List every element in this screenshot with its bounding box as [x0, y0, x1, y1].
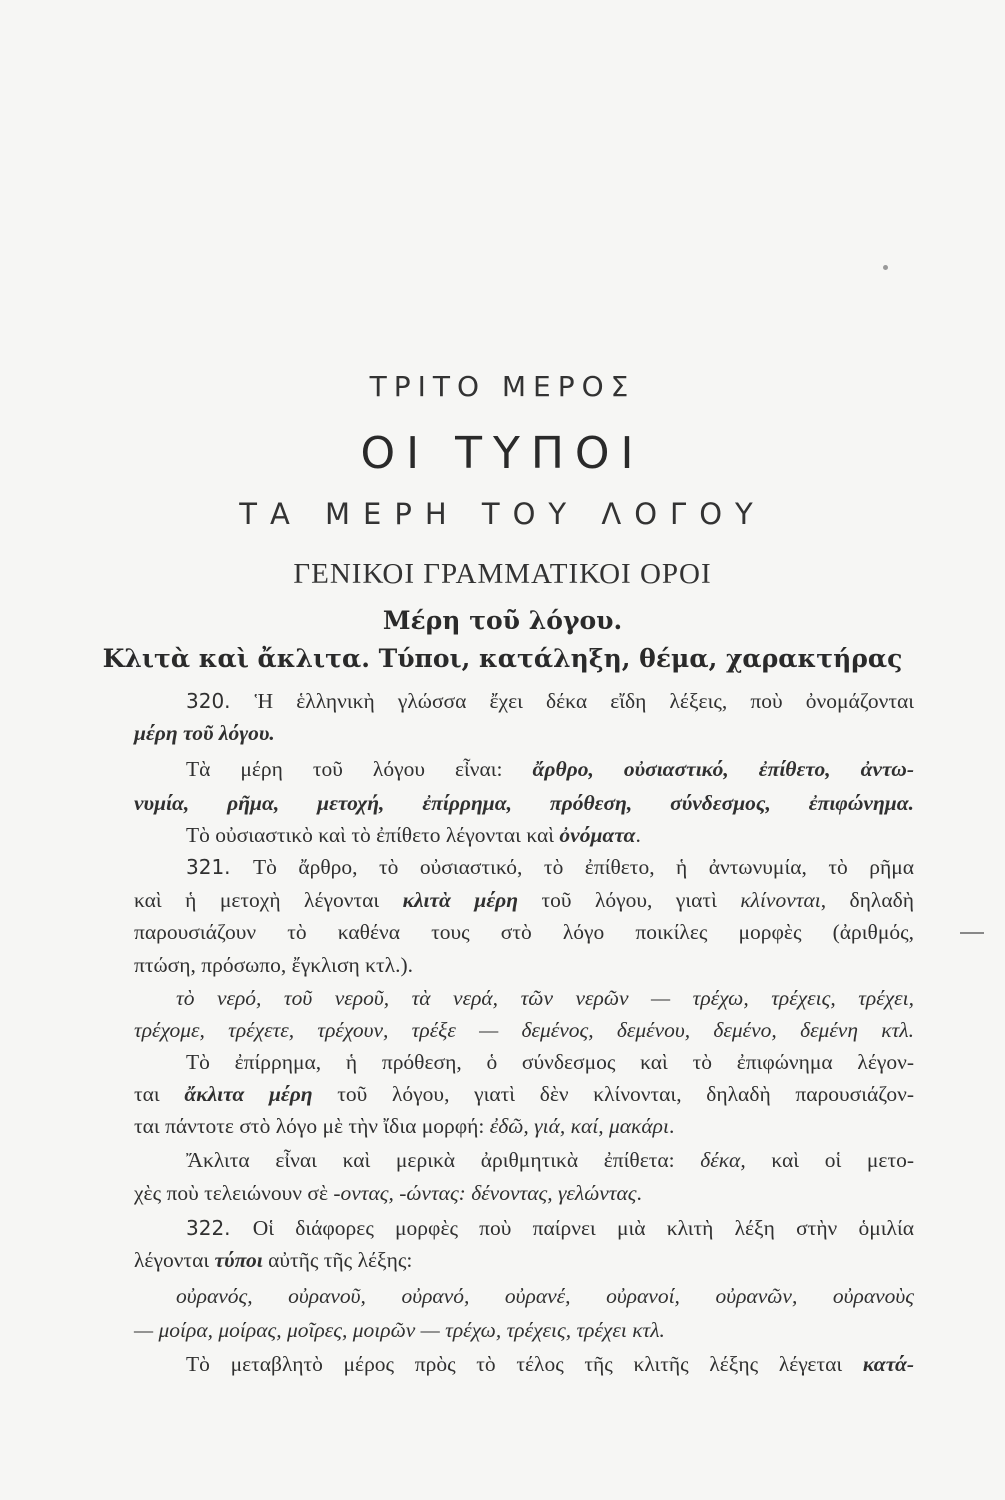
term: ἄρθρο, οὐσιαστικό, ἐπίθετο, ἀντω- [532, 757, 914, 781]
paragraph-number: 321. [186, 855, 254, 879]
paragraph-line: Τὸ ἐπίρρημα, ἡ πρόθεση, ὁ σύνδεσμος καὶ τὸ ἐπιφώνημα λέγον- [186, 1050, 914, 1074]
term: κατά- [862, 1352, 914, 1376]
part-heading: ΤΡΙΤΟ ΜΕΡΟΣ [369, 370, 636, 403]
paragraph-line: Τὸ οὐσιαστικὸ καὶ τὸ ἐπίθετο λέγονται καὶ ὀνόματα. [186, 823, 641, 847]
example-line: τὸ νερό, τοῦ νεροῦ, τὰ νερά, τῶν νερῶν — τρέχω, τρέχεις, τρέχει, [176, 986, 914, 1010]
paragraph-line: πτώση, πρόσωπο, ἔγκλιση κτλ.). [134, 953, 413, 977]
speck-mark [883, 265, 888, 270]
paragraph-line: χὲς ποὺ τελειώνουν σὲ -οντας, -ώντας: δένοντας, γελώντας. [134, 1181, 642, 1205]
term: κλίνονται [740, 888, 821, 912]
general-terms-heading: ΓΕΝΙΚΟΙ ΓΡΑΜΜΑΤΙΚΟΙ ΟΡΟΙ [293, 558, 712, 590]
term: ἄκλιτα μέρη [184, 1082, 313, 1106]
paragraph-line: 321. Τὸ ἄρθρο, τὸ οὐσιαστικό, τὸ ἐπίθετο, ἡ ἀντωνυμία, τὸ ρῆμα [186, 855, 915, 879]
example-line: οὐρανός, οὐρανοῦ, οὐρανό, οὐρανέ, οὐρανοί, οὐρανῶν, οὐρανοὺς [176, 1284, 914, 1308]
paragraph-number: 322. [186, 1216, 253, 1240]
paragraph-line: ται πάντοτε στὸ λόγο μὲ τὴν ἴδια μορφή: ἐδῶ, γιά, καί, μακάρι. [134, 1114, 675, 1138]
example-line: τρέχομε, τρέχετε, τρέχουν, τρέξε — δεμένος, δεμένου, δεμένο, δεμένη κτλ. [134, 1018, 914, 1042]
subheading-parts-of-speech: Μέρη τοῦ λόγου. [382, 606, 623, 635]
example-words: -οντας, -ώντας: δένοντας, γελώντας [333, 1181, 637, 1205]
paragraph-line [134, 718, 914, 748]
paragraph-line: καὶ ἡ μετοχὴ λέγονται κλιτὰ μέρη τοῦ λόγου, γιατὶ κλίνονται, δηλαδὴ [134, 888, 914, 912]
subheading-inflected: Κλιτὰ καὶ ἄκλιτα. Τύποι, κατάληξη, θέμα, χαρακτήρας [102, 644, 903, 673]
paragraph-line: λέγονται τύποι αὐτῆς τῆς λέξης: [134, 1248, 413, 1272]
example-words: ἐδῶ, γιά, καί, μακάρι [489, 1114, 669, 1138]
term: κλιτὰ μέρη [402, 888, 519, 912]
term: ὀνόματα [559, 823, 636, 847]
term: μέρη τοῦ λόγου. [134, 721, 275, 745]
term: τύποι [214, 1248, 263, 1272]
paragraph-line: Τὰ μέρη τοῦ λόγου εἶναι: ἄρθρο, οὐσιαστικό, ἐπίθετο, ἀντω- [186, 757, 914, 781]
paragraph-line: ται ἄκλιτα μέρη τοῦ λόγου, γιατὶ δὲν κλίνονται, δηλαδὴ παρουσιάζον- [134, 1082, 914, 1106]
paragraph-number: 320. [186, 689, 255, 713]
paragraph-line: Ἄκλιτα εἶναι καὶ μερικὰ ἀριθμητικὰ ἐπίθετα: δέκα, καὶ οἱ μετο- [186, 1148, 914, 1172]
section-heading: ΤΑ ΜΕΡΗ ΤΟΥ ΛΟΓΟΥ [239, 497, 766, 531]
example-words: δέκα, [700, 1148, 746, 1172]
paragraph-line: παρουσιάζουν τὸ καθένα τους στὸ λόγο ποικίλες μορφὲς (ἀριθμός, [134, 920, 914, 944]
margin-dash-mark [960, 932, 984, 934]
term: νυμία, ρῆμα, μετοχή, ἐπίρρημα, πρόθεση, σύνδεσμος, ἐπιφώνημα. [134, 791, 914, 815]
paragraph-line: Τὸ μεταβλητὸ μέρος πρὸς τὸ τέλος τῆς κλιτῆς λέξης λέγεται κατά- [186, 1352, 914, 1376]
chapter-title: ΟΙ ΤΥΠΟΙ [360, 428, 645, 479]
example-line: — μοίρα, μοίρας, μοῖρες, μοιρῶν — τρέχω, τρέχεις, τρέχει κτλ. [134, 1318, 665, 1342]
paragraph-line [134, 788, 914, 818]
paragraph-line: 322. Οἱ διάφορες μορφὲς ποὺ παίρνει μιὰ κλιτὴ λέξη στὴν ὁμιλία [186, 1216, 915, 1240]
paragraph-line: 320. Ἡ ἑλληνικὴ γλώσσα ἔχει δέκα εἴδη λέξεις, ποὺ ὀνομάζονται [186, 689, 915, 713]
